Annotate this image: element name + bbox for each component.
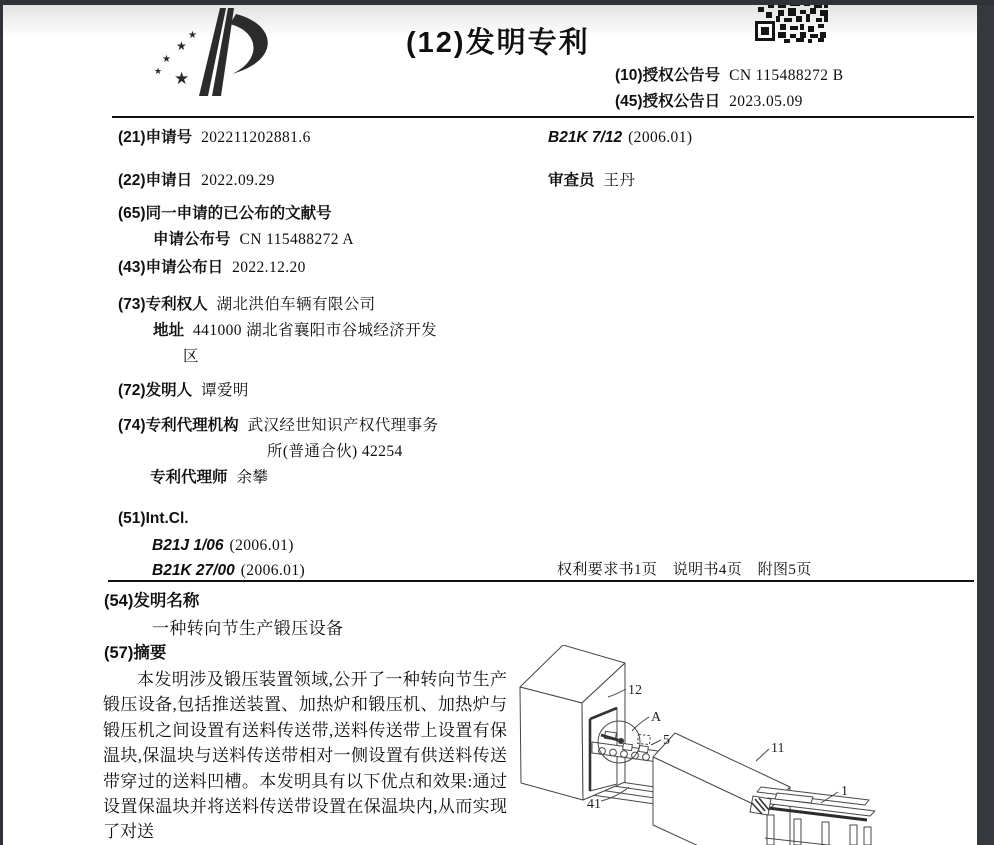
doc-type-title: (12)发明专利 — [406, 27, 590, 59]
field-int-cl-entry-1-year: (2006.01) — [229, 537, 294, 554]
field-application-date — [118, 171, 275, 190]
field-grant-date — [615, 92, 803, 111]
field-agency-value-line1: 武汉经世知识产权代理事务 — [247, 417, 439, 434]
logo-star-icon: ★ — [154, 66, 163, 76]
field-patentee — [118, 295, 376, 314]
logo-star-icon: ★ — [188, 30, 197, 41]
field-address — [153, 321, 437, 340]
field-int-cl-entry-2-code: B21K 27/00 — [152, 562, 235, 579]
field-int-cl-entry-1 — [152, 536, 294, 555]
figure-label-press: 12 — [628, 683, 642, 698]
figure-label-part5: 5 — [663, 733, 670, 748]
field-agent-value: 余攀 — [236, 469, 269, 486]
field-inventor-label: (72)发明人 — [118, 382, 193, 399]
field-address-label: 地址 — [153, 322, 185, 339]
field-examiner-value: 王丹 — [603, 172, 636, 189]
field-address-value: 441000 湖北省襄阳市谷城经济开发 — [193, 322, 437, 339]
field-classification-year: (2006.01) — [628, 129, 693, 146]
field-prior-publication — [118, 204, 341, 223]
field-publication-date-value: 2022.12.20 — [232, 259, 306, 276]
field-grant-number-value: CN 115488272 B — [729, 67, 844, 84]
field-examiner — [548, 171, 635, 190]
field-agency — [118, 416, 438, 435]
field-title-section — [104, 591, 208, 612]
field-int-cl-entry-2-year: (2006.01) — [240, 562, 306, 579]
field-abstract-section-label: (57)摘要 — [104, 644, 167, 662]
field-int-cl-label: (51)Int.Cl. — [118, 510, 189, 527]
field-application-number-label: (21)申请号 — [118, 129, 193, 146]
field-classification-code: B21K 7/12 — [548, 129, 623, 146]
logo-star-icon: ★ — [176, 39, 187, 53]
figure-label-furnace: 11 — [771, 741, 785, 756]
field-agent — [150, 468, 268, 487]
field-grant-date-label: (45)授权公告日 — [615, 93, 721, 110]
window-right-edge — [977, 0, 994, 845]
figure-forging-press-box — [520, 645, 625, 800]
window-top-edge — [0, 0, 994, 5]
field-inventor-value: 谭爱明 — [201, 382, 249, 399]
field-agency-label: (74)专利代理机构 — [118, 417, 239, 434]
section-divider — [108, 580, 974, 582]
figure-label-pusher: 1 — [841, 784, 848, 799]
field-inventor — [118, 381, 249, 400]
field-agency-value-line2: 所(普通合伙) 42254 — [267, 443, 403, 460]
field-agency-wrap — [267, 442, 403, 461]
field-prior-publication-label: (65)同一申请的已公布的文献号 — [118, 205, 332, 222]
field-int-cl — [118, 509, 198, 528]
field-prior-publication-number-value: CN 115488272 A — [239, 231, 354, 248]
field-pages-info — [557, 561, 812, 580]
window-left-edge — [0, 0, 3, 845]
cnipa-logo-icon — [148, 6, 343, 98]
figure-label-detail: A — [651, 710, 662, 725]
field-prior-publication-number-label: 申请公布号 — [153, 231, 231, 248]
logo-star-icon: ★ — [174, 69, 190, 88]
field-grant-date-value: 2023.05.09 — [729, 93, 803, 110]
field-title-section-label: (54)发明名称 — [104, 592, 200, 610]
field-application-number-value: 202211202881.6 — [201, 129, 311, 146]
qr-code-icon — [754, 0, 828, 43]
figure-label-rail: 41 — [587, 797, 601, 812]
field-grant-number — [615, 66, 843, 85]
header-divider — [112, 116, 974, 118]
logo-star-icon: ★ — [162, 54, 171, 65]
field-application-number — [118, 128, 311, 147]
field-classification — [548, 128, 692, 147]
field-examiner-label: 审查员 — [548, 172, 595, 189]
field-address-wrap-value: 区 — [183, 348, 199, 365]
invention-title — [152, 618, 343, 639]
field-application-date-value: 2022.09.29 — [201, 172, 275, 189]
field-pages-info-value: 权利要求书1页 说明书4页 附图5页 — [557, 562, 812, 578]
invention-title-value: 一种转向节生产锻压设备 — [152, 619, 344, 638]
field-int-cl-entry-2 — [152, 561, 305, 580]
field-int-cl-entry-1-code: B21J 1/06 — [152, 537, 224, 554]
field-publication-date-label: (43)申请公布日 — [118, 259, 224, 276]
field-grant-number-label: (10)授权公告号 — [615, 67, 721, 84]
field-agent-label: 专利代理师 — [150, 469, 228, 486]
field-publication-date — [118, 258, 306, 277]
abstract-text: 本发明涉及锻压装置领域,公开了一种转向节生产锻压设备,包括推送装置、加热炉和锻压机、加热炉与锻压机之间设置有送料传送带,送料传送带上设置有保温块,保温块与送料传送带相对一侧设置有供送料传送带穿过的送料凹槽。本发明具有以下优点和效果:通过设置保温块并将送料传送带设置在保温块内,从而实现了对送 — [103, 670, 507, 842]
field-patentee-value: 湖北洪伯车辆有限公司 — [216, 296, 376, 313]
abstract-figure — [505, 645, 975, 845]
field-application-date-label: (22)申请日 — [118, 172, 193, 189]
field-abstract-section — [104, 643, 175, 664]
field-patentee-label: (73)专利权人 — [118, 296, 208, 313]
field-prior-publication-number — [153, 230, 354, 249]
field-address-wrap — [183, 347, 199, 366]
